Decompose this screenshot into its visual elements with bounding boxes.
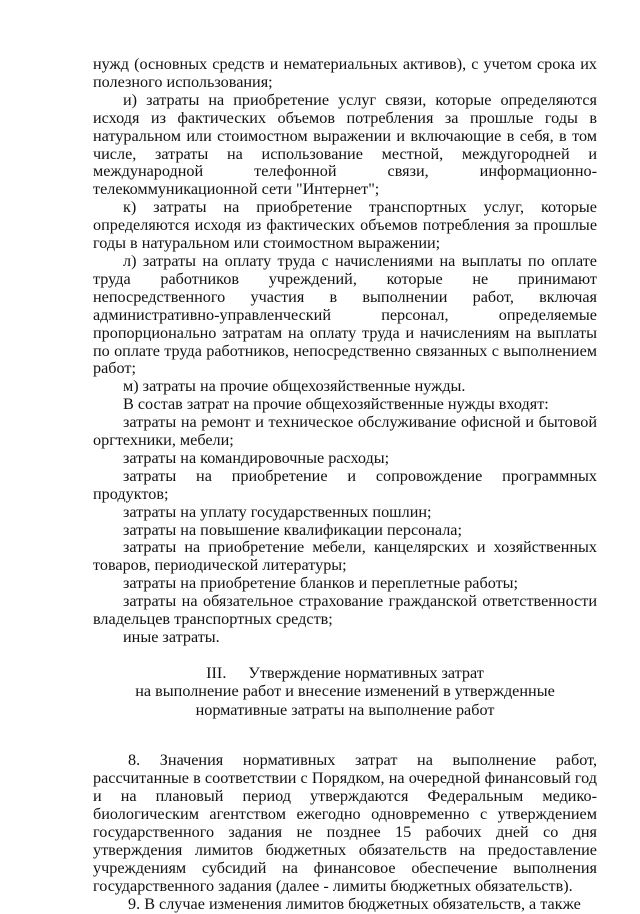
paragraph-item-m: м) затраты на прочие общехозяйственные нужды. (123, 377, 466, 396)
section-title-line1: Утверждение нормативных затрат (248, 663, 484, 682)
paragraph-item-i: и) затраты на приобретение услуг связи, которые определяются исходя из фактических объемов потребления за прошлые годы в натуральном или стоимостном выражении и включающие в себя, в том числе, затраты на использование местной, междугородней и международной телефонной связи, информационно-телекоммуникационной сети "Интернет"; (93, 90, 597, 199)
list-item: затраты на приобретение и сопровождение программных продуктов; (93, 466, 597, 503)
paragraph-composition: В состав затрат на прочие общехозяйственные нужды входят: (123, 395, 549, 414)
paragraph-item-l: л) затраты на оплату труда с начислениями на выплаты по оплате труда работников учреждений, которые не принимают непосредственного участия в выполнении работ, включая административно-управленческий персонал, определяемые пропорционально затратам на оплату труда и начислениям на выплаты по оплате труда работников, непосредственно связанных с выполнением работ; (93, 251, 597, 378)
paragraph-continuation: нужд (основных средств и нематериальных активов), с учетом срока их полезного использования; (93, 55, 597, 91)
list-item: затраты на повышение квалификации персонала; (123, 520, 462, 539)
paragraph-9: 9. В случае изменения лимитов бюджетных обязательств, а также (128, 894, 581, 913)
list-item: иные затраты. (123, 628, 220, 646)
section-title-line2: на выполнение работ и внесение изменений в утвержденные (135, 682, 555, 701)
document-body (93, 56, 597, 914)
paragraph-8: 8. Значения нормативных затрат на выполнение работ, рассчитанные в соответствии с Порядком, на очередной финансовый год и на плановый период утверждаются Федеральным медико-биологическим агентством ежегодно одновременно с утверждением государственного задания не позднее 15 рабочих дней со дня утверждения лимитов бюджетных обязательств на предоставление учреждениям субсидий на финансовое обеспечение выполнения государственного задания (далее - лимиты бюджетных обязательств). (93, 751, 597, 895)
list-item: затраты на командировочные расходы; (123, 448, 390, 467)
list-item: затраты на приобретение бланков и переплетные работы; (123, 574, 519, 593)
spacer (93, 719, 597, 752)
section-heading-line1 (93, 664, 597, 683)
section-heading (93, 664, 597, 720)
section-number: III. (206, 663, 227, 682)
list-item: затраты на уплату государственных пошлин; (123, 502, 432, 521)
list-item: затраты на ремонт и техническое обслуживание офисной и бытовой оргтехники, мебели; (93, 413, 597, 450)
paragraph-item-k: к) затраты на приобретение транспортных услуг, которые определяются исходя из фактических объемов потребления за прошлые годы в натуральном или стоимостном выражении; (93, 198, 597, 253)
list-item: затраты на обязательное страхование гражданской ответственности владельцев транспортных средств; (93, 592, 597, 629)
section-title-line3: нормативные затраты на выполнение работ (195, 700, 495, 719)
list-item: затраты на приобретение мебели, канцелярских и хозяйственных товаров, периодической литературы; (93, 538, 597, 575)
